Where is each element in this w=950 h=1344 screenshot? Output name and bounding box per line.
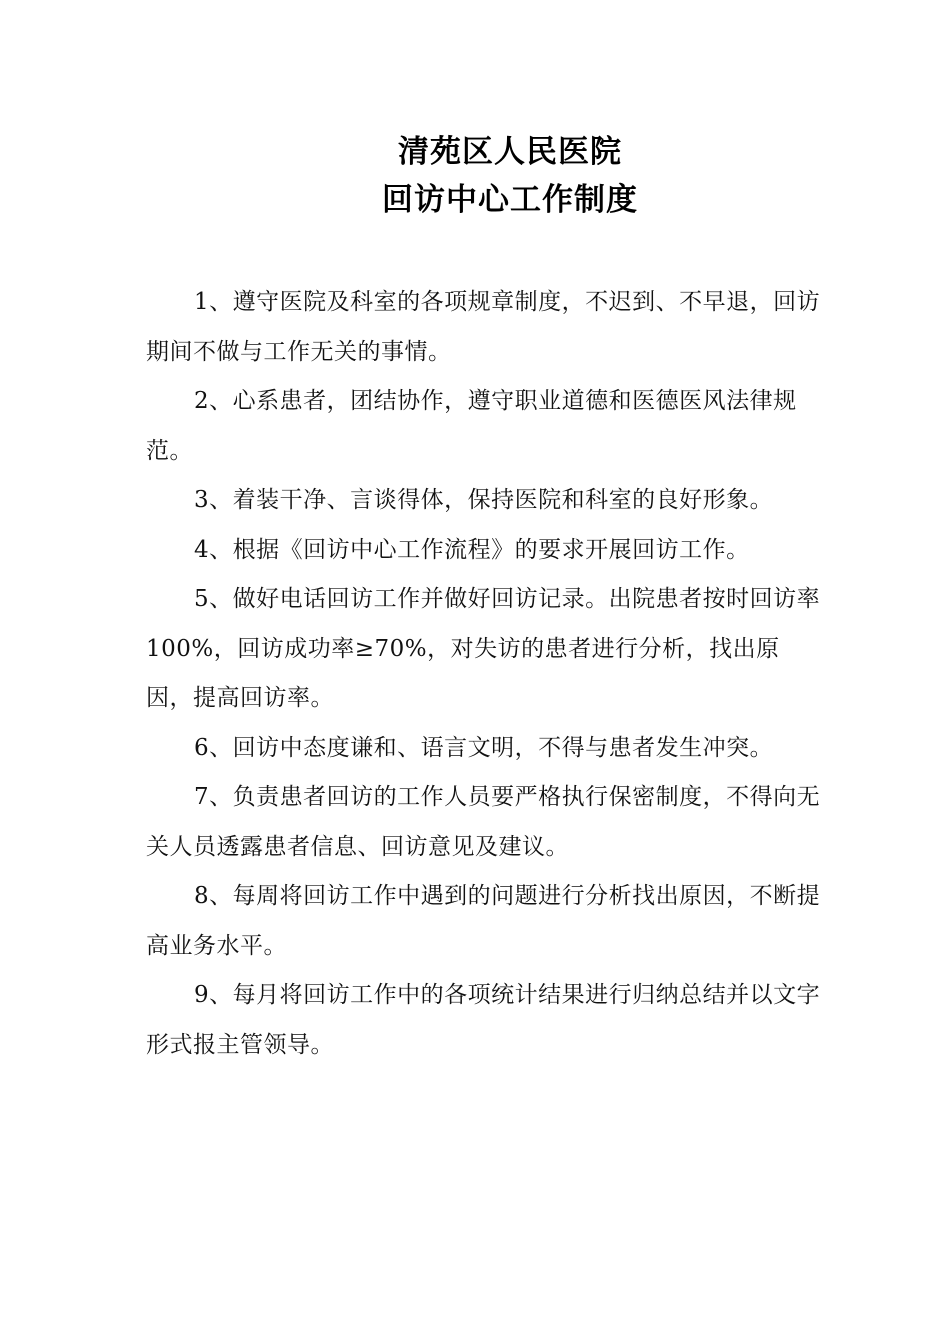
rule-paragraph-1: 1、遵守医院及科室的各项规章制度，不迟到、不早退，回访期间不做与工作无关的事情。 (146, 289, 821, 365)
policy-title-heading: 回访中心工作制度 (382, 182, 638, 218)
rule-paragraph-6: 6、回访中态度谦和、语言文明，不得与患者发生冲突。 (194, 734, 774, 761)
hospital-name-heading: 清苑区人民医院 (398, 134, 622, 170)
rule-paragraph-9: 9、每月将回访工作中的各项统计结果进行归纳总结并以文字形式报主管领导。 (146, 982, 821, 1058)
document-body (146, 278, 826, 1070)
rule-paragraph-4: 4、根据《回访中心工作流程》的要求开展回访工作。 (194, 536, 750, 563)
rule-paragraph-5: 5、做好电话回访工作并做好回访记录。出院患者按时回访率100%，回访成功率≥70%，对失访的患者进行分析，找出原因，提高回访率。 (146, 586, 821, 711)
rule-paragraph-3: 3、着装干净、言谈得体，保持医院和科室的良好形象。 (194, 487, 774, 513)
rule-paragraph-8: 8、每周将回访工作中遇到的问题进行分析找出原因，不断提高业务水平。 (146, 883, 821, 959)
document-title (0, 128, 950, 224)
rule-paragraph-2: 2、心系患者，团结协作，遵守职业道德和医德医风法律规范。 (146, 388, 797, 464)
rule-paragraph-7: 7、负责患者回访的工作人员要严格执行保密制度，不得向无关人员透露患者信息、回访意见及建议。 (146, 784, 821, 860)
